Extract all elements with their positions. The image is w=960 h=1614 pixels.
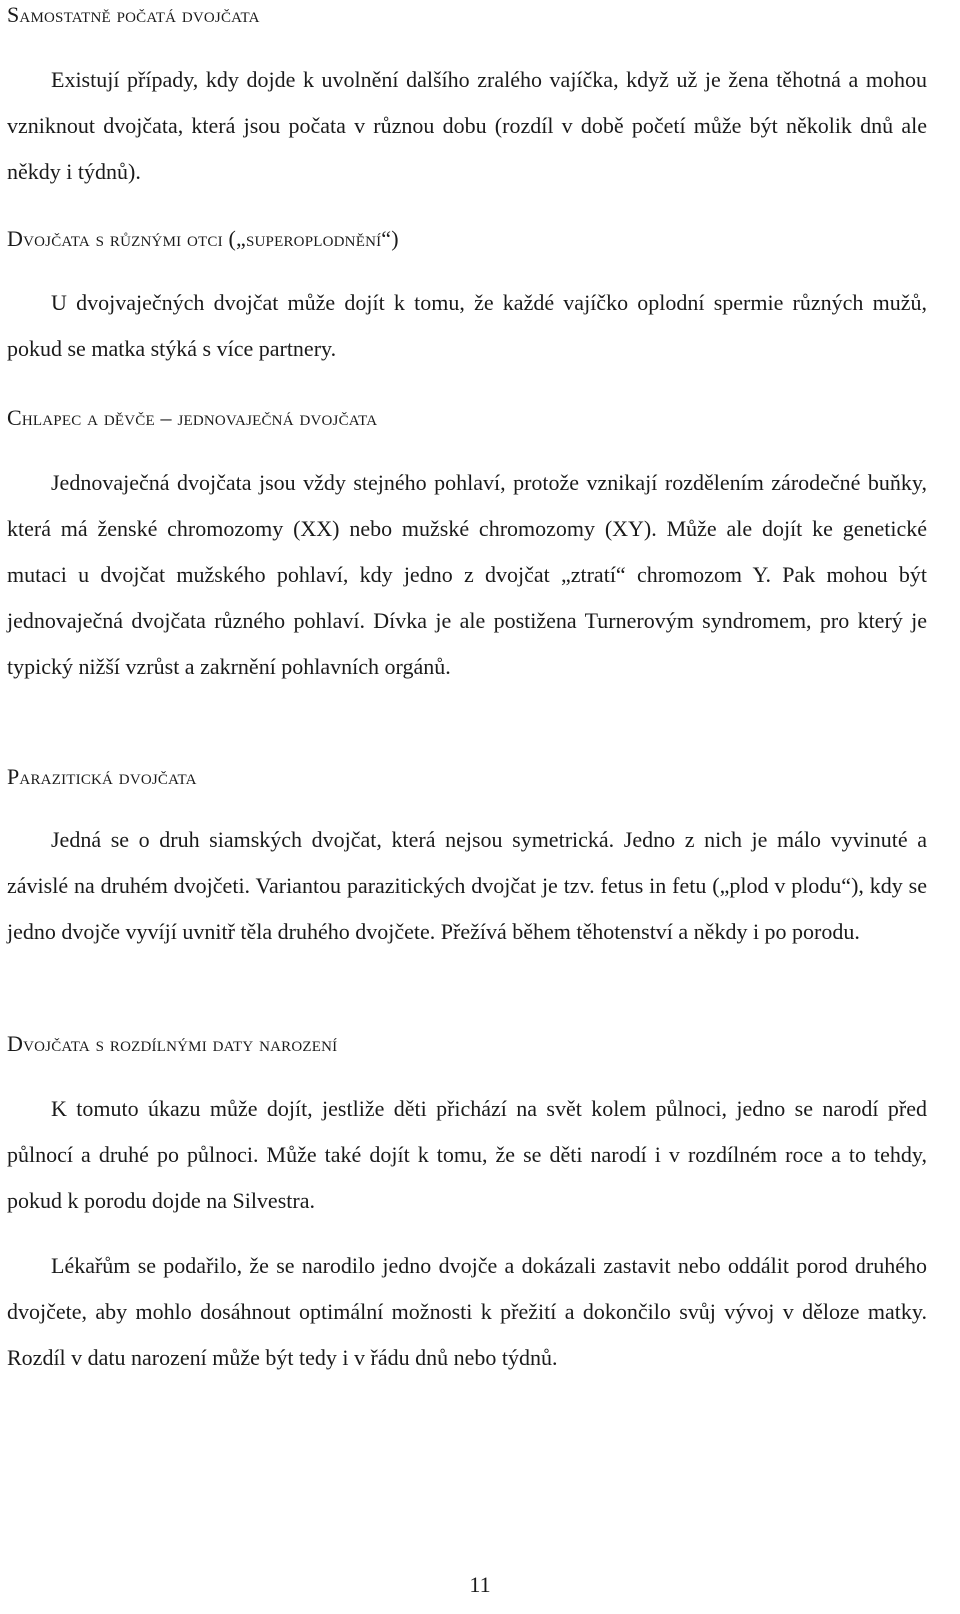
section-paragraph-boy-and-girl: Jednovaječná dvojčata jsou vždy stejného pohlaví, protože vznikají rozdělením zárodečné buňky, která má ženské chromozomy (XX) nebo mužské chromozomy (XY). Může ale dojít ke genetické mutaci u dvojčat mužského pohlaví, kdy jedno z dvojčat „ztratí“ chromozom Y. Pak mohou být jednovaječná dvojčata různého pohlaví. Dívka je ale postižena Turnerovým syndromem, pro který je typický nižší vzrůst a zakrnění pohlavních orgánů. xyxy=(7,470,927,679)
section-heading-independent-conception: Samostatně počatá dvojčata xyxy=(7,2,260,27)
section-paragraph-different-fathers: U dvojvaječných dvojčat může dojít k tomu, že každé vajíčko oplodní spermie různých mužů, pokud se matka stýká s více partnery. xyxy=(7,290,927,361)
section-paragraph-parasitic-twins: Jedná se o druh siamských dvojčat, která nejsou symetrická. Jedno z nich je málo vyvinuté a závislé na druhém dvojčeti. Variantou parazitických dvojčat je tzv. fetus in fetu („plod v plodu“), kdy se jedno dvojče vyvíjí uvnitř těla druhého dvojčete. Přežívá během těhotenství a někdy i po porodu. xyxy=(7,827,927,944)
section-heading-parasitic-twins: Parazitická dvojčata xyxy=(7,764,197,789)
section-paragraph-different-birth-dates-2: Lékařům se podařilo, že se narodilo jedno dvojče a dokázali zastavit nebo oddálit porod druhého dvojčete, aby mohlo dosáhnout optimální možnosti k přežití a dokončilo svůj vývoj v děloze matky. Rozdíl v datu narození může být tedy i v řádu dnů nebo týdnů. xyxy=(7,1253,927,1370)
page-number: 11 xyxy=(469,1572,491,1597)
section-heading-different-birth-dates: Dvojčata s rozdílnými daty narození xyxy=(7,1031,338,1056)
section-paragraph-independent-conception: Existují případy, kdy dojde k uvolnění dalšího zralého vajíčka, když už je žena těhotná a mohou vzniknout dvojčata, která jsou počata v různou dobu (rozdíl v době početí může být několik dnů ale někdy i týdnů). xyxy=(7,67,927,184)
section-paragraph-different-birth-dates-1: K tomuto úkazu může dojít, jestliže děti přichází na svět kolem půlnoci, jedno se narodí před půlnocí a druhé po půlnoci. Může také dojít k tomu, že se děti narodí i v rozdílném roce a to tehdy, pokud k porodu dojde na Silvestra. xyxy=(7,1096,927,1213)
section-heading-different-fathers: Dvojčata s různými otci („superoplodnění“) xyxy=(7,226,399,251)
section-heading-boy-and-girl: Chlapec a děvče – jednovaječná dvojčata xyxy=(7,405,378,430)
